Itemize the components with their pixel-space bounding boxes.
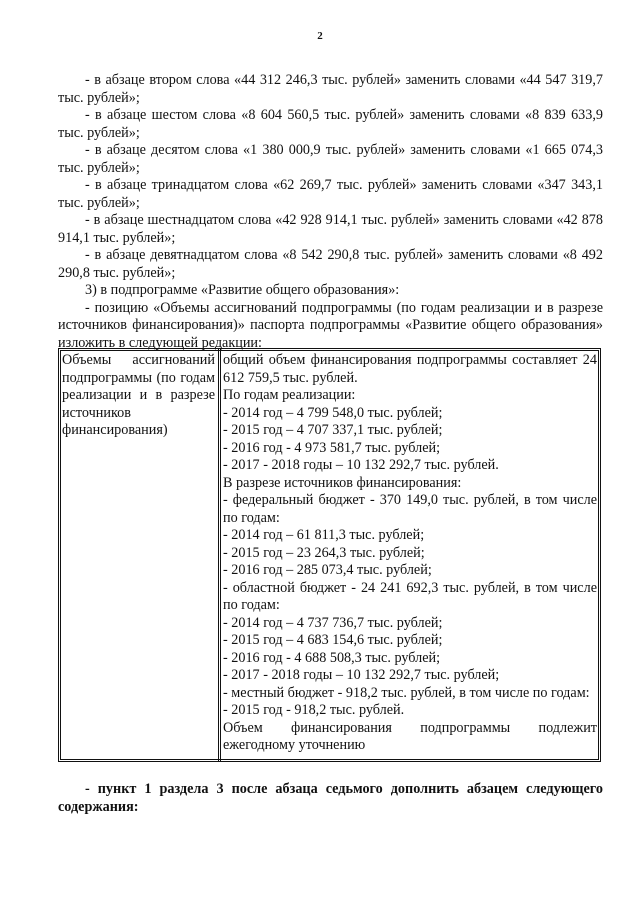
regional-year-line: - 2015 год – 4 683 154,6 тыс. рублей;: [223, 632, 443, 648]
table-column-divider: [218, 349, 221, 761]
local-year-line: - 2015 год - 918,2 тыс. рублей.: [223, 702, 405, 718]
funding-year-line: - 2016 год - 4 973 581,7 тыс. рублей;: [223, 439, 441, 456]
table-left-cell: Объемы ассигнований подпрограммы (по годам реализации и в разрезе источников финансирования): [62, 352, 215, 438]
paragraph-amendment-2: - в абзаце втором слова «44 312 246,3 тыс. рублей» заменить словами «44 547 319,7 тыс. рублей»;: [58, 72, 603, 106]
closing-paragraph: - пункт 1 раздела 3 после абзаца седьмого дополнить абзацем следующего содержания:: [58, 781, 603, 815]
federal-year-line: - 2016 год – 285 073,4 тыс. рублей;: [223, 562, 432, 578]
position-replacement-paragraph: - позицию «Объемы ассигнований подпрограммы (по годам реализации и в разрезе источников финансирования)» паспорта подпрограммы «Развитие общего образования» изложить в следующей редакции:: [58, 299, 603, 351]
funding-annual-clarification: Объем финансирования подпрограммы подлежит ежегодному уточнению: [223, 719, 597, 753]
local-budget-line: - местный бюджет - 918,2 тыс. рублей, в том числе по годам:: [223, 684, 590, 701]
amendment-list: [58, 72, 603, 352]
regional-year-line: - 2017 - 2018 годы – 10 132 292,7 тыс. рублей;: [223, 667, 500, 683]
paragraph-amendment-19: - в абзаце девятнадцатом слова «8 542 290,8 тыс. рублей» заменить словами «8 492 290,8 тыс. рублей»;: [58, 247, 603, 281]
funding-by-sources-heading: В разрезе источников финансирования:: [223, 474, 462, 491]
regional-budget-line: - областной бюджет - 24 241 692,3 тыс. рублей, в том числе по годам:: [223, 579, 597, 613]
federal-year-line: - 2014 год – 61 811,3 тыс. рублей;: [223, 527, 425, 543]
funding-total: общий объем финансирования подпрограммы составляет 24 612 759,5 тыс. рублей.: [223, 352, 597, 386]
funding-table: [58, 348, 601, 762]
regional-year-line: - 2014 год – 4 737 736,7 тыс. рублей;: [223, 614, 443, 631]
funding-year-line: - 2015 год – 4 707 337,1 тыс. рублей;: [223, 422, 443, 438]
closing-amendment: [58, 781, 603, 816]
paragraph-amendment-10: - в абзаце десятом слова «1 380 000,9 тыс. рублей» заменить словами «1 665 074,3 тыс. рублей»;: [58, 142, 603, 176]
subprogram-heading: 3) в подпрограмме «Развитие общего образования»:: [85, 282, 400, 298]
page-number: 2: [317, 30, 323, 42]
funding-year-line: - 2014 год – 4 799 548,0 тыс. рублей;: [223, 404, 443, 421]
table-right-cell: [223, 352, 597, 755]
regional-year-line: - 2016 год - 4 688 508,3 тыс. рублей;: [223, 649, 441, 666]
funding-by-years-heading: По годам реализации:: [223, 387, 356, 403]
paragraph-amendment-13: - в абзаце тринадцатом слова «62 269,7 тыс. рублей» заменить словами «347 343,1 тыс. рублей»;: [58, 177, 603, 211]
federal-budget-line: - федеральный бюджет - 370 149,0 тыс. рублей, в том числе по годам:: [223, 492, 597, 526]
funding-year-line: - 2017 - 2018 годы – 10 132 292,7 тыс. рублей.: [223, 457, 499, 473]
paragraph-amendment-6: - в абзаце шестом слова «8 604 560,5 тыс. рублей» заменить словами «8 839 633,9 тыс. рублей»;: [58, 107, 603, 141]
federal-year-line: - 2015 год – 23 264,3 тыс. рублей;: [223, 544, 425, 561]
paragraph-amendment-16: - в абзаце шестнадцатом слова «42 928 914,1 тыс. рублей» заменить словами «42 878 914,1 тыс. рублей»;: [58, 212, 603, 246]
